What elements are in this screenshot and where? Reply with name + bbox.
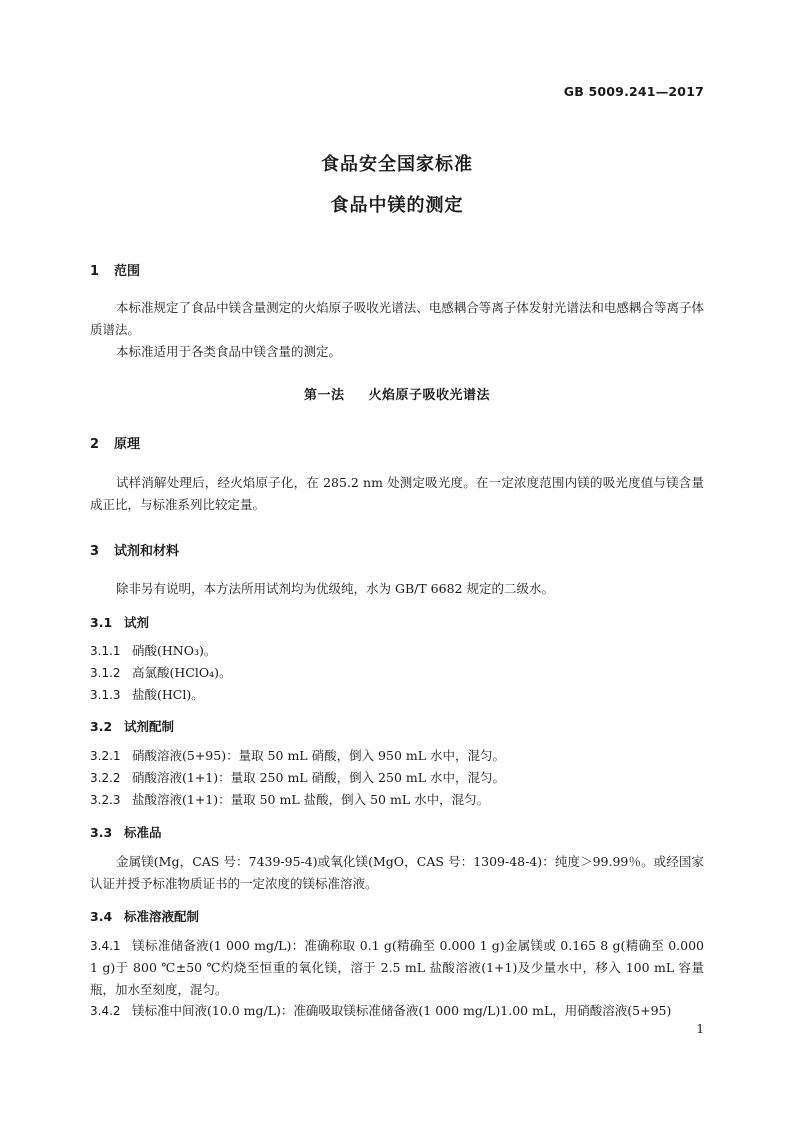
section-title: 试剂和材料 xyxy=(114,544,180,559)
document-title: 食品安全国家标准 xyxy=(321,154,473,175)
clause-item xyxy=(90,789,704,811)
subsection-number: 3.4 xyxy=(90,909,113,924)
subsection-heading-standard-solution xyxy=(90,907,199,925)
clause-number: 3.2.1 xyxy=(90,749,121,763)
clause-text: 高氯酸(HClO₄)。 xyxy=(132,665,232,680)
section-title: 原理 xyxy=(114,437,141,452)
method-label: 第一法 xyxy=(303,388,345,403)
clause-number: 3.1.3 xyxy=(90,688,121,702)
section-number: 2 xyxy=(90,437,100,452)
section-heading-reagents xyxy=(90,540,179,559)
clause-text: 镁标准中间液(10.0 mg/L)：准确吸取镁标准储备液(1 000 mg/L)1.00 mL，用硝酸溶液(5+95) xyxy=(132,1003,672,1018)
subsection-title: 标准品 xyxy=(124,825,162,840)
subsection-heading-reagent-prep xyxy=(90,717,174,735)
clause-number: 3.2.2 xyxy=(90,771,121,785)
subsection-title: 试剂配制 xyxy=(124,719,175,734)
page-number: 1 xyxy=(696,1022,704,1036)
section-heading-principle xyxy=(90,433,140,452)
clause-number: 3.1.2 xyxy=(90,666,121,680)
method-heading xyxy=(0,384,794,403)
clause-text: 硝酸溶液(1+1)：量取 250 mL 硝酸，倒入 250 mL 水中，混匀。 xyxy=(132,770,505,785)
clause-number: 3.2.3 xyxy=(90,793,121,807)
standard-code: GB 5009.241—2017 xyxy=(563,84,704,99)
section-title: 范围 xyxy=(114,264,141,279)
clause-text: 硝酸溶液(5+95)：量取 50 mL 硝酸，倒入 950 mL 水中，混匀。 xyxy=(132,748,505,763)
paragraph: 试样消解处理后，经火焰原子化，在 285.2 nm 处测定吸光度。在一定浓度范围内镁的吸光度值与镁含量成正比，与标准系列比较定量。 xyxy=(90,475,704,512)
clause-item xyxy=(90,745,704,767)
clause-text: 镁标准储备液(1 000 mg/L)：准确称取 0.1 g(精确至 0.000 1 g)金属镁或 0.165 8 g(精确至 0.000 1 g)于 800 ℃±50 ℃灼烧至恒重的氧化镁，溶于 2.5 mL 盐酸溶液(1+1)及少量水中，移入 100 mL 容量瓶，加水至刻度，混匀。 xyxy=(90,938,704,997)
subsection-title: 试剂 xyxy=(124,615,150,630)
clause-text: 盐酸(HCl)。 xyxy=(132,687,204,702)
paragraph: 本标准规定了食品中镁含量测定的火焰原子吸收光谱法、电感耦合等离子体发射光谱法和电感耦合等离子体质谱法。 xyxy=(90,300,704,337)
paragraph: 除非另有说明，本方法所用试剂均为优级纯，水为 GB/T 6682 规定的二级水。 xyxy=(116,581,554,596)
clause-text: 硝酸(HNO₃)。 xyxy=(132,643,217,658)
clause-item xyxy=(90,640,704,662)
subsection-title: 标准溶液配制 xyxy=(124,909,200,924)
method-name: 火焰原子吸收光谱法 xyxy=(368,388,491,403)
clause-item xyxy=(90,935,704,1001)
section-heading-scope xyxy=(90,260,140,279)
clause-item xyxy=(90,662,704,684)
clause-number: 3.4.1 xyxy=(90,939,121,953)
paragraph: 本标准适用于各类食品中镁含量的测定。 xyxy=(116,344,342,359)
subsection-number: 3.3 xyxy=(90,825,113,840)
clause-number: 3.4.2 xyxy=(90,1004,121,1018)
clause-item xyxy=(90,684,704,706)
clause-item xyxy=(90,767,704,789)
subsection-number: 3.2 xyxy=(90,719,113,734)
section-number: 1 xyxy=(90,264,100,279)
subsection-heading-reagents xyxy=(90,613,149,631)
subsection-number: 3.1 xyxy=(90,615,113,630)
subsection-heading-standard xyxy=(90,823,162,841)
clause-number: 3.1.1 xyxy=(90,644,121,658)
clause-item xyxy=(90,1000,704,1022)
paragraph: 金属镁(Mg，CAS 号：7439-95-4)或氧化镁(MgO，CAS 号：1309-48-4)：纯度＞99.99％。或经国家认证并授予标准物质证书的一定浓度的镁标准溶液。 xyxy=(90,854,704,891)
clause-text: 盐酸溶液(1+1)：量取 50 mL 盐酸，倒入 50 mL 水中，混匀。 xyxy=(132,792,490,807)
section-number: 3 xyxy=(90,544,100,559)
document-subtitle: 食品中镁的测定 xyxy=(330,195,464,216)
